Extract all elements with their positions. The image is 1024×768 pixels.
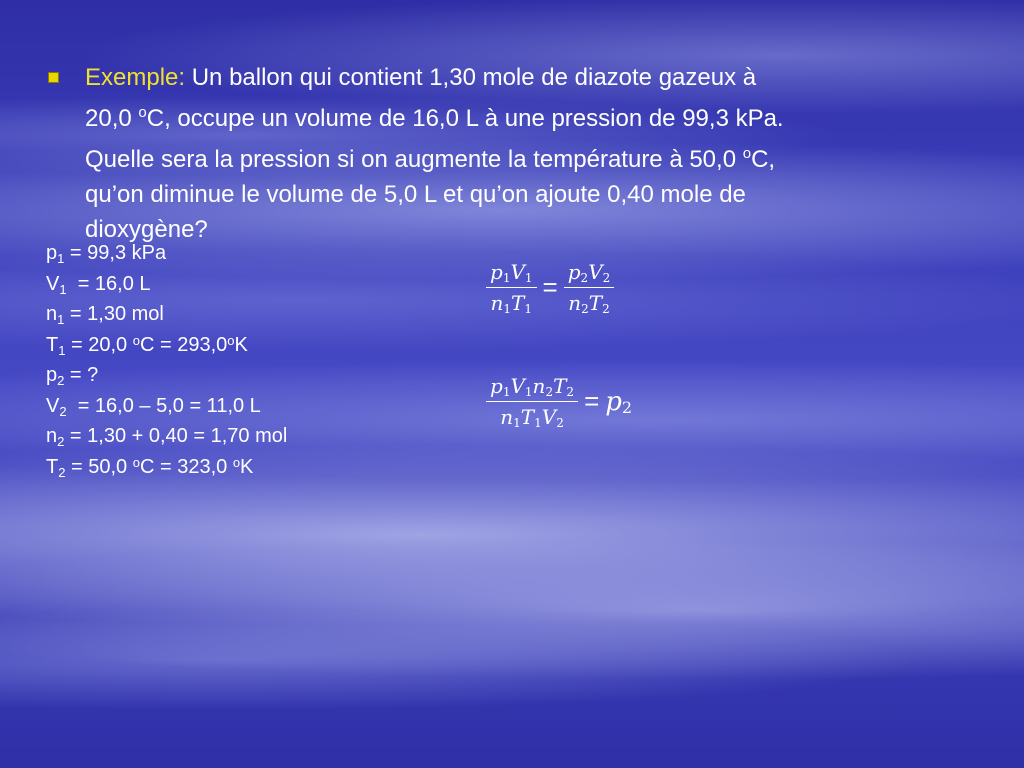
bullet-icon (48, 72, 59, 83)
given-p2: $p_2$ = ? (46, 364, 99, 388)
equals-sign: = (542, 272, 558, 302)
problem-line-3b: C, (751, 146, 776, 173)
problem-line-2b: C, occupe un volume de 16,0 L à une pression de 99,3 kPa. (146, 105, 784, 132)
problem-line-3a: Quelle sera la pression si on augmente la température à 50,0 (85, 146, 743, 173)
equals-sign: = (584, 386, 600, 416)
degree-mark: o (138, 104, 147, 121)
result-p2: $p_2$ (605, 386, 633, 417)
degree-mark: o (742, 145, 752, 162)
problem-text (85, 60, 935, 247)
problem-line-5: dioxygène? (85, 216, 208, 243)
combined-gas-law-equation (486, 260, 614, 315)
given-v1: $V_1 = 16,0$ L (46, 272, 151, 297)
fraction-solved: $\frac{p_1V_1n_2T_2}{n_1T_1V_2}$ (486, 374, 578, 429)
problem-line-1: Un ballon qui contient 1,30 mole de diazote gazeux à (191, 64, 757, 91)
given-p1: $p_1 = 99,3$ kPa (46, 242, 167, 266)
given-values-list (46, 238, 287, 482)
given-n2: $n_2 = 1,30 + 0,40 = 1,70$ mol (46, 425, 288, 449)
given-t1: $T_1 = 20,0$ $^oC = 293,0^oK$ (46, 332, 248, 358)
solved-pressure-equation (486, 374, 632, 429)
given-n1: $n_1 = 1,30$ mol (46, 303, 164, 327)
given-v2: $V_2 = 16,0 - 5,0 = 11,0$ L (46, 394, 261, 419)
fraction-left: $\frac{p_1V_1}{n_1T_1}$ (486, 260, 537, 315)
fraction-right: $\frac{p_2V_2}{n_2T_2}$ (564, 260, 615, 315)
problem-line-4: qu’on diminue le volume de 5,0 L et qu’on ajoute 0,40 mole de (85, 181, 746, 208)
given-t2: $T_2 = 50,0$ $^o$C = 323,0 $^o$K (46, 454, 254, 480)
problem-line-2a: 20,0 (85, 105, 139, 132)
example-term: Exemple: (85, 64, 186, 91)
